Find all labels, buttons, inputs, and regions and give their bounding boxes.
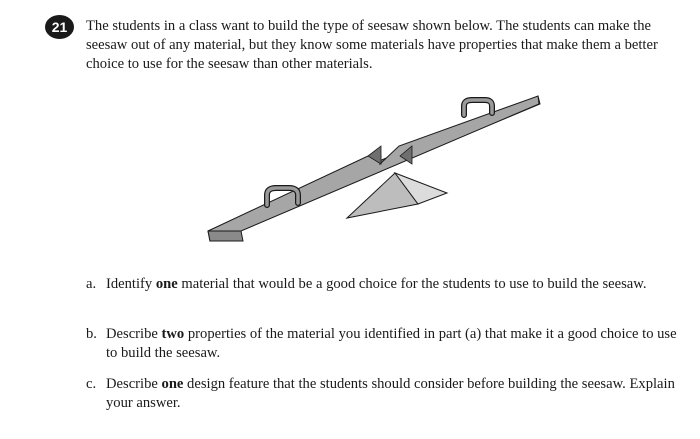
- part-text-after: material that would be a good choice for the students to use to build the seesaw.: [177, 276, 647, 292]
- part-text: [106, 375, 686, 413]
- part-text-emphasis: one: [161, 376, 184, 392]
- question-part-c: [86, 375, 686, 413]
- part-text-emphasis: one: [155, 276, 178, 292]
- seesaw-illustration: [200, 88, 550, 258]
- part-text-before: Describe: [106, 376, 162, 392]
- part-letter: a.: [86, 276, 97, 292]
- question-number-badge: [45, 15, 74, 39]
- part-letter: c.: [86, 376, 97, 392]
- part-text-emphasis: two: [161, 326, 185, 342]
- part-letter: b.: [86, 326, 97, 342]
- question-part-b: [86, 325, 686, 363]
- part-text-before: Identify: [106, 276, 156, 292]
- part-text-after: properties of the material you identified in part (a) that make it a good choice to use to build the seesaw.: [106, 326, 677, 361]
- seesaw-handle-right: [464, 100, 492, 115]
- part-text-after: design feature that the students should consider before building the seesaw. Explain your answer.: [106, 376, 675, 411]
- question-intro: The students in a class want to build the type of seesaw shown below. The students can make the seesaw out of any material, but they know some materials have properties that make them a better choice to use for the seesaw than other materials.: [86, 18, 658, 72]
- question-number: 21: [51, 19, 68, 35]
- part-text: [106, 275, 686, 294]
- part-text-before: Describe: [106, 326, 162, 342]
- seesaw-plank: [208, 96, 540, 241]
- question-part-a: [86, 275, 686, 294]
- part-text: [106, 325, 686, 363]
